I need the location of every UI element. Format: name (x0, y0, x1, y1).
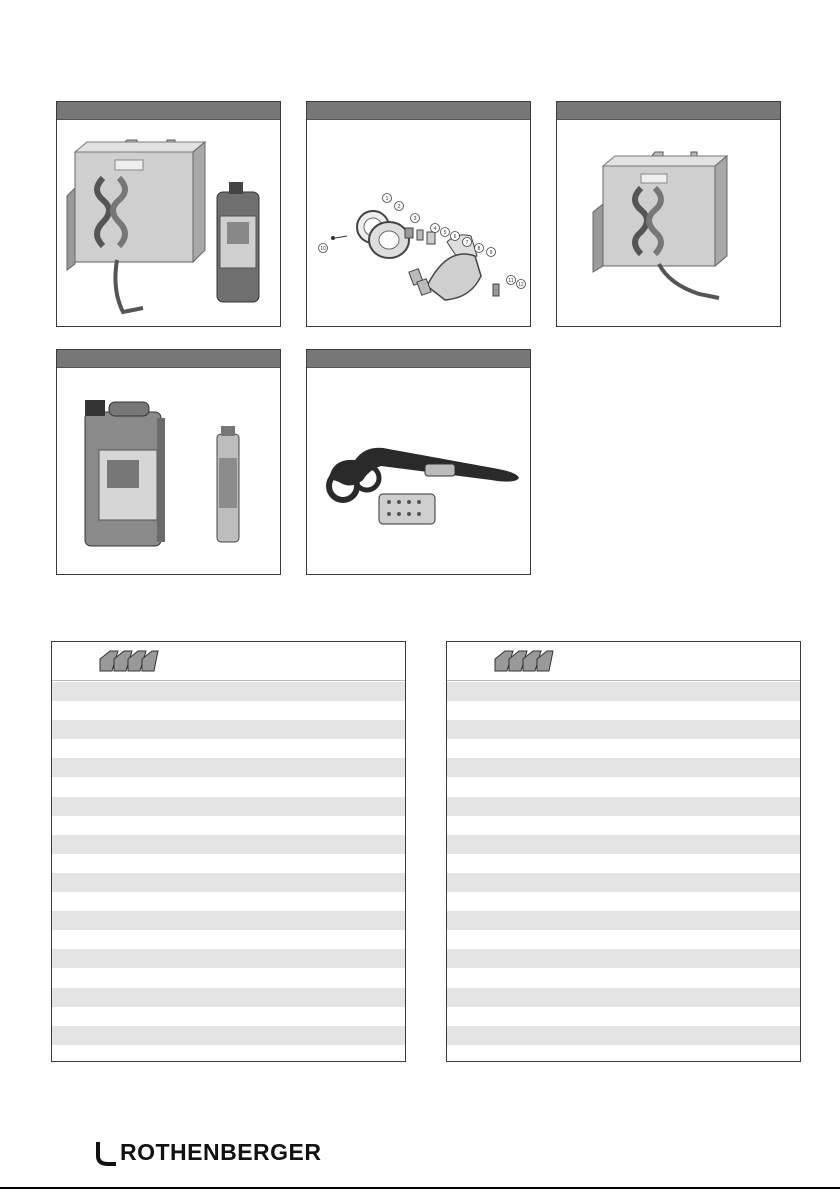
part-number-label: 4 (433, 226, 437, 232)
card-header-bar (307, 350, 530, 368)
product-card-oil-and-spray (56, 349, 281, 575)
product-card-pipe-wrench (306, 349, 531, 575)
table-row (447, 1045, 800, 1064)
table-row (52, 816, 405, 835)
product-card-heater (556, 101, 781, 327)
table-row (52, 892, 405, 911)
table-row (52, 739, 405, 758)
table-row (447, 835, 800, 854)
cutting-blades-icon (493, 649, 555, 673)
logo-hook-icon (94, 1140, 118, 1166)
logo-text: ROTHENBERGER (120, 1139, 322, 1165)
heating-unit-photo (557, 120, 780, 326)
part-number-label: 1 (385, 196, 389, 202)
part-number-label: 2 (397, 204, 401, 210)
part-number-label: 7 (465, 240, 469, 246)
part-number-label: 6 (453, 234, 457, 240)
table-row (447, 682, 800, 701)
table-row (52, 988, 405, 1007)
part-number-label: 5 (443, 230, 447, 236)
table-row (52, 835, 405, 854)
table-row (447, 968, 800, 987)
table-row (447, 1026, 800, 1045)
part-number-label: 3 (413, 216, 417, 222)
table-row (52, 949, 405, 968)
card-header-bar (57, 102, 280, 120)
table-row (52, 854, 405, 873)
table-row (447, 873, 800, 892)
part-number-label: 8 (477, 246, 481, 252)
table-row (52, 911, 405, 930)
part-number-label: 9 (489, 250, 493, 256)
table-row (447, 892, 800, 911)
table-row (447, 1007, 800, 1026)
table-row (52, 758, 405, 777)
table-row (447, 949, 800, 968)
card-header-bar (57, 350, 280, 368)
table-row (52, 777, 405, 796)
left-table (51, 641, 406, 1062)
product-card-parts-diagram (306, 101, 531, 327)
part-number-label: 11 (508, 278, 514, 284)
part-number-label: 10 (320, 246, 326, 252)
table-rows (447, 682, 800, 1064)
table-row (447, 854, 800, 873)
canister-and-spray-can-photo (57, 368, 280, 574)
table-row (52, 930, 405, 949)
table-row (447, 720, 800, 739)
table-rows (52, 682, 405, 1064)
table-row (447, 930, 800, 949)
table-row (447, 911, 800, 930)
right-table (446, 641, 801, 1062)
table-row (52, 797, 405, 816)
table-row (447, 777, 800, 796)
page-bottom-rule (0, 1187, 840, 1189)
pipe-wrench-photo (307, 368, 530, 574)
card-header-bar (307, 102, 530, 120)
table-row (52, 1045, 405, 1064)
heating-unit-and-canister-photo (57, 120, 280, 326)
exploded-parts-diagram (307, 120, 530, 326)
table-row (447, 701, 800, 720)
table-row (52, 701, 405, 720)
table-row (52, 968, 405, 987)
table-header (52, 642, 405, 681)
product-card-heater-with-oil (56, 101, 281, 327)
table-row (447, 816, 800, 835)
cutting-blades-icon (98, 649, 160, 673)
table-header (447, 642, 800, 681)
part-number-label: 12 (518, 282, 524, 288)
table-row (52, 1026, 405, 1045)
table-row (52, 873, 405, 892)
table-row (447, 739, 800, 758)
card-header-bar (557, 102, 780, 120)
table-row (52, 1007, 405, 1026)
table-row (447, 758, 800, 777)
table-row (52, 682, 405, 701)
brand-logo (94, 1139, 322, 1166)
table-row (447, 988, 800, 1007)
table-row (52, 720, 405, 739)
table-row (447, 797, 800, 816)
